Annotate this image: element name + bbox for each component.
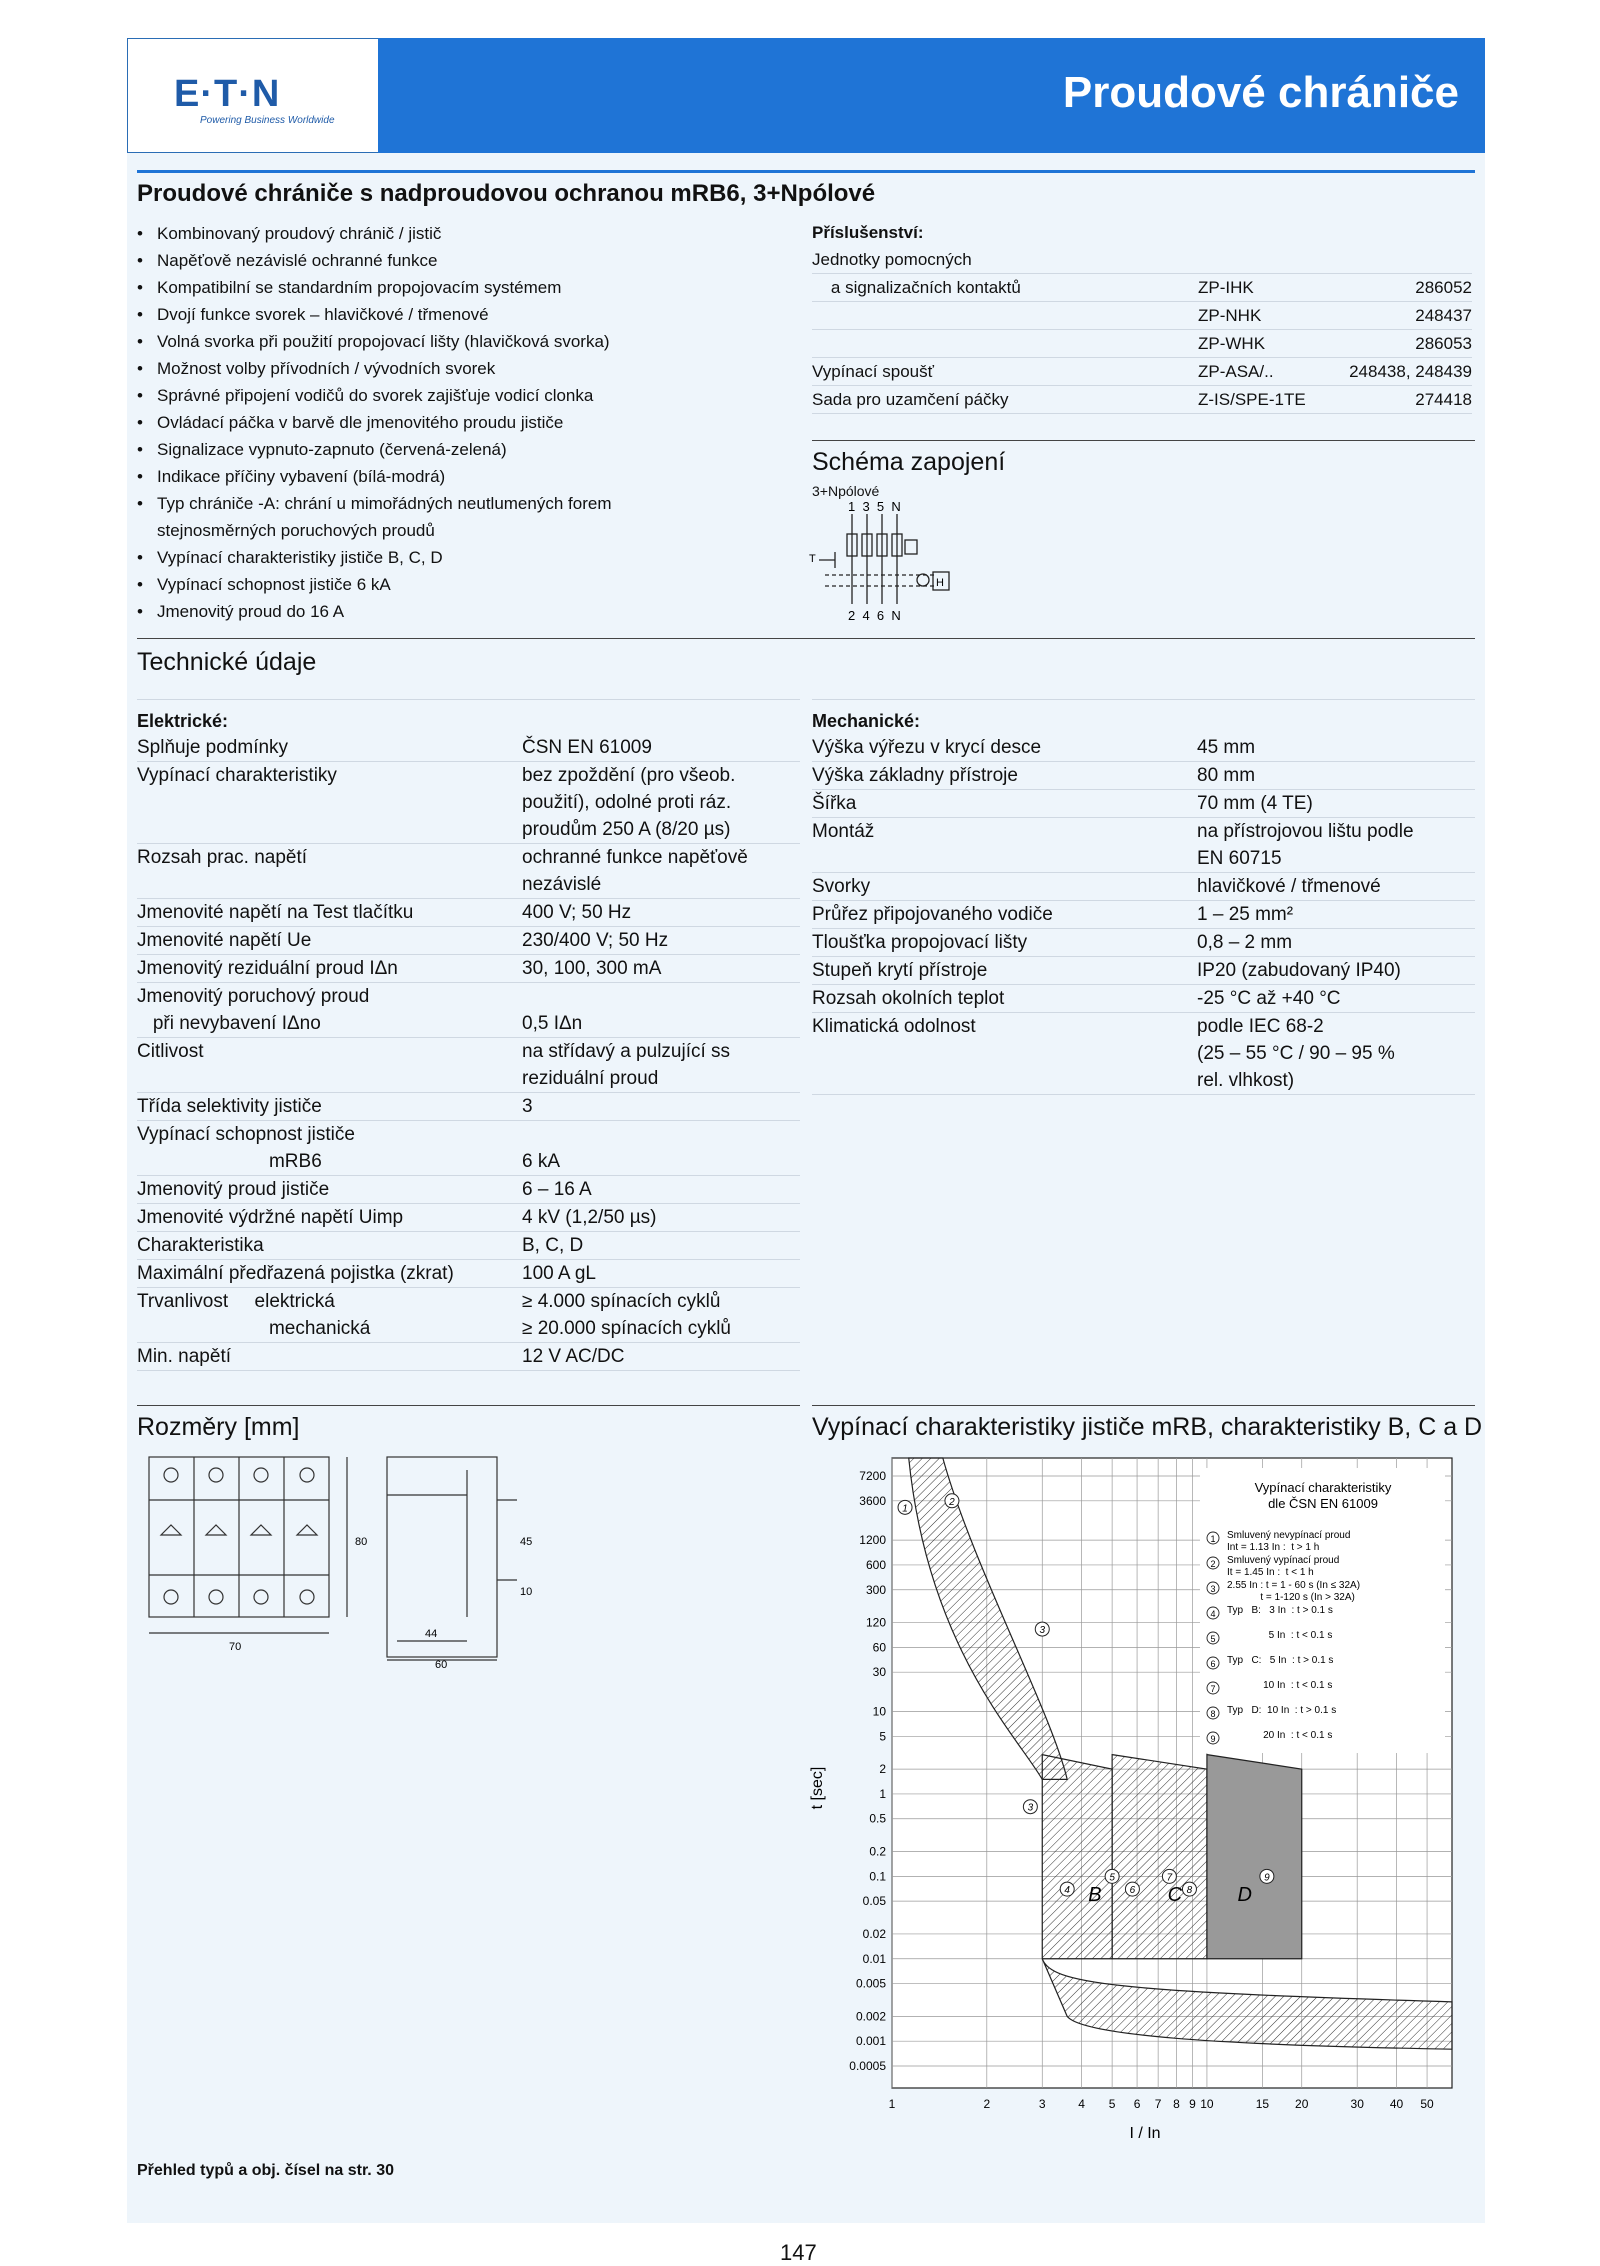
legend-text: t = 1-120 s (In > 32A) [1227,1592,1355,1603]
accessory-row [812,302,1472,330]
electrical-row [137,762,800,844]
spec-label: Rozsah prac. napětí [137,847,308,868]
tech-title: Technické údaje [137,648,317,676]
y-tick-label: 0.02 [862,1926,886,1941]
spec-label: Charakteristika [137,1235,264,1256]
spec-label: Jmenovité napětí Ue [137,930,312,951]
electrical-row [137,1093,800,1121]
x-tick-label: 7 [1154,2097,1162,2111]
spec-label: Stupeň krytí přístroje [812,960,988,981]
legend-number: 6 [1210,1659,1216,1669]
schema-title: Schéma zapojení [812,448,1006,476]
spec-label: Rozsah okolních teplot [812,988,1005,1009]
spec-label: Citlivost [137,1041,204,1062]
x-tick-label: 8 [1173,2097,1180,2111]
feature-item: stejnosměrných poruchových proudů [157,521,435,540]
accessory-number: 248438, 248439 [1349,362,1472,381]
spec-label: Maximální předřazená pojistka (zkrat) [137,1263,454,1284]
spec-value: hlavičkové / třmenové [1197,876,1381,897]
spec-label: Jmenovité výdržné napětí Uimp [137,1207,404,1228]
x-tick-label: 5 [1108,2097,1116,2111]
band-C [1112,1755,1207,1959]
marker-label: 3 [1027,1802,1034,1814]
spec-label: Jmenovitý reziduální proud IΔn [137,958,398,979]
y-tick-label: 0.005 [855,1976,886,1991]
y-tick-label: 0.05 [862,1894,886,1909]
legend-number: 1 [1210,1534,1216,1544]
x-tick-label: 20 [1295,2097,1309,2111]
y-tick-label: 0.5 [869,1811,886,1826]
legend-text: 2.55 In : t = 1 - 60 s (In ≤ 32A) [1227,1580,1361,1591]
y-tick-label: 0.01 [862,1951,886,1966]
mechanical-row [812,762,1475,790]
side-total-dim: 60 [435,1659,448,1670]
feature-list [137,220,797,625]
electrical-row [137,1204,800,1232]
accessory-desc: a signalizačních kontaktů [812,278,1021,297]
spec-label: Montáž [812,821,875,842]
electrical-row [137,1038,800,1093]
curve-label: C [1167,1884,1183,1907]
feature-item: • Signalizace vypnuto-zapnuto (červená-zelená) [137,436,797,463]
accessory-code: ZP-IHK [1198,278,1254,297]
marker-label: 9 [1264,1872,1270,1884]
logo-text: E·T·N [174,73,281,115]
spec-label: Jmenovité napětí na Test tlačítku [137,902,414,923]
spec-label: Výška výřezu v krycí desce [812,737,1042,758]
curve-label: B [1088,1884,1102,1907]
y-tick-label: 2 [879,1762,886,1777]
y-tick-label: 3600 [859,1493,886,1508]
mechanical-row [812,790,1475,818]
spec-value: na střídavý a pulzující ss reziduální proud [522,1041,731,1089]
electrical-table [137,708,800,1371]
legend-number: 4 [1210,1609,1216,1619]
y-tick-label: 7200 [859,1469,886,1483]
chart-x-label: I / In [1129,2125,1161,2142]
dimension-drawing [137,1455,537,1670]
accessory-code: Z-IS/SPE-1TE [1198,390,1306,409]
feature-item: • Vypínací charakteristiky jističe B, C, D [137,544,797,571]
electrical-row [137,955,800,983]
accessory-number: 286052 [1415,278,1472,297]
accessory-row [812,274,1472,302]
side-depth-dim: 44 [425,1628,438,1640]
electrical-row [137,983,800,1038]
spec-value: 400 V; 50 Hz [522,902,632,923]
mechanical-head: Mechanické: [812,711,921,731]
marker-label: 1 [902,1503,908,1515]
accessory-desc: Jednotky pomocných [812,250,972,269]
feature-item: • Ovládací páčka v barvě dle jmenovitého proudu jističe [137,409,797,436]
legend-text: Smluvený vypínací proud [1227,1555,1340,1566]
legend-text: 20 In : t < 0.1 s [1227,1730,1333,1741]
legend-text: 10 In : t < 0.1 s [1227,1680,1333,1691]
spec-label: Klimatická odolnost [812,1016,976,1037]
spec-value: na přístrojovou lištu podle EN 60715 [1197,821,1414,869]
curve-label: D [1237,1884,1252,1907]
spec-value: 70 mm (4 TE) [1197,793,1313,814]
legend-number: 2 [1210,1559,1216,1569]
mechanical-row [812,957,1475,985]
chart-y-label: t [sec] [809,1766,826,1810]
x-tick-label: 2 [983,2097,991,2111]
x-tick-label: 30 [1350,2097,1364,2111]
band-D [1207,1755,1302,1959]
electrical-head: Elektrické: [137,711,229,731]
marker-label: 5 [1109,1872,1115,1884]
mechanical-row [812,985,1475,1013]
feature-item: • Možnost volby přívodních / vývodních svorek [137,355,797,382]
spec-label: Jmenovitý poruchový proud při nevybavení IΔno [137,986,370,1034]
legend-number: 5 [1210,1634,1216,1644]
spec-value: 6 kA [522,1151,561,1172]
y-tick-label: 0.002 [855,2009,886,2024]
y-tick-label: 1200 [859,1533,886,1548]
accessory-row [812,358,1472,386]
marker-label: 7 [1166,1872,1173,1884]
dimensions-title: Rozměry [mm] [137,1413,300,1441]
spec-label: Vypínací charakteristiky [137,765,337,786]
electrical-row [137,1176,800,1204]
footer-note: Přehled typů a obj. čísel na str. 30 [137,2162,394,2179]
y-tick-label: 120 [865,1615,886,1630]
legend-text: Typ D: 10 In : t > 0.1 s [1227,1705,1337,1716]
accessory-code: ZP-NHK [1198,306,1262,325]
y-tick-label: 0.2 [869,1844,886,1859]
feature-item: • Správné připojení vodičů do svorek zajišťuje vodicí clonka [137,382,797,409]
logo [127,38,379,153]
legend-number: 8 [1210,1709,1216,1719]
legend-text: Smluvený nevypínací proud [1227,1530,1351,1541]
x-tick-label: 4 [1078,2097,1085,2111]
tripping-chart [805,1448,1475,2148]
feature-item: • Typ chrániče -A: chrání u mimořádných neutlumených forem [137,490,797,517]
feature-item: • Indikace příčiny vybavení (bílá-modrá) [137,463,797,490]
spec-value: ČSN EN 61009 [522,737,652,758]
legend-text: It = 1.45 In : t < 1 h [1227,1567,1314,1578]
legend-number: 7 [1210,1684,1216,1694]
spec-label: Jmenovitý proud jističe [137,1179,330,1200]
accessory-code: ZP-ASA/.. [1198,362,1274,381]
spec-value: 1 – 25 mm² [1197,904,1294,925]
x-tick-label: 50 [1420,2097,1434,2111]
electrical-row [137,1260,800,1288]
spec-label: Vypínací schopnost jističe mRB6 [137,1124,355,1172]
page-title: Proudové chrániče [1062,68,1459,117]
divider [812,699,1475,700]
front-height-dim: 80 [355,1536,368,1548]
feature-item: • Vypínací schopnost jističe 6 kA [137,571,797,598]
logo-tagline: Powering Business Worldwide [200,115,335,126]
accessory-row [812,386,1472,414]
legend-number: 9 [1210,1734,1216,1744]
divider [137,638,1475,639]
spec-value: bez zpoždění (pro všeob. použití), odolné proti ráz. proudům 250 A (8/20 µs) [522,765,736,840]
electrical-row [137,734,800,762]
x-tick-label: 6 [1133,2097,1141,2111]
marker-label: 6 [1129,1885,1136,1897]
spec-value: 3 [522,1096,533,1117]
mechanical-row [812,1013,1475,1095]
wiring-diagram [805,500,975,625]
mechanical-row [812,818,1475,873]
marker-label: 2 [949,1496,955,1508]
page-number: 147 [780,2240,817,2265]
schema-label: 3+Npólové [812,483,880,499]
legend-number: 3 [1210,1584,1216,1594]
spec-label: Trvanlivost elektrická mechanická [137,1291,371,1339]
spec-label: Tloušťka propojovací lišty [812,932,1028,953]
x-tick-label: 9 [1189,2097,1196,2111]
x-tick-label: 1 [888,2097,896,2111]
feature-item: • Kombinovaný proudový chránič / jistič [137,220,797,247]
electrical-row [137,1343,800,1371]
mechanical-table [812,708,1475,1095]
spec-value: 100 A gL [522,1263,596,1284]
y-tick-label: 0.1 [869,1869,886,1884]
electrical-row [137,844,800,899]
marker-label: 4 [1064,1885,1070,1897]
spec-label: Třída selektivity jističe [137,1096,322,1117]
spec-label: Min. napětí [137,1346,231,1367]
x-tick-label: 40 [1389,2097,1404,2111]
legend-text: Int = 1.13 In : t > 1 h [1227,1542,1320,1553]
y-tick-label: 10 [872,1704,886,1719]
legend-title: dle ČSN EN 61009 [1268,1496,1378,1511]
divider [812,440,1475,441]
spec-value: -25 °C až +40 °C [1197,988,1341,1009]
schema-top-terminals: 1 3 5 N [848,500,901,514]
x-tick-label: 10 [1200,2097,1214,2111]
spec-value: 4 kV (1,2/50 µs) [522,1207,657,1228]
legend-text: Typ C: 5 In : t > 0.1 s [1227,1655,1334,1666]
schema-h-label: H [936,577,944,589]
feature-item: • Volná svorka při použití propojovací lišty (hlavičková svorka) [137,328,797,355]
mechanical-row [812,901,1475,929]
marker-label: 3 [1039,1625,1046,1637]
accessory-code: ZP-WHK [1198,334,1266,353]
accessory-number: 248437 [1415,306,1472,325]
spec-value: IP20 (zabudovaný IP40) [1197,960,1401,981]
spec-label: Šířka [812,793,857,814]
spec-value: 12 V AC/DC [522,1346,625,1367]
spec-value: 6 – 16 A [522,1179,592,1200]
y-tick-label: 1 [879,1786,886,1801]
spec-value: ≥ 4.000 spínacích cyklů ≥ 20.000 spínacích cyklů [522,1291,731,1339]
legend-text: Typ B: 3 In : t > 0.1 s [1227,1605,1333,1616]
electrical-row [137,1288,800,1343]
spec-value: 230/400 V; 50 Hz [522,930,669,951]
accessory-number: 274418 [1415,390,1472,409]
accessory-desc: Vypínací spoušť [812,362,934,381]
mechanical-row [812,873,1475,901]
spec-value: 80 mm [1197,765,1256,786]
side-small-dim: 10 [520,1586,533,1598]
divider [812,1405,1475,1406]
header [127,38,1485,153]
spec-value: 45 mm [1197,737,1256,758]
feature-item: • Kompatibilní se standardním propojovacím systémem [137,274,797,301]
feature-item: • Jmenovitý proud do 16 A [137,598,797,625]
section-title: Proudové chrániče s nadproudovou ochranou mRB6, 3+Npólové [137,180,876,207]
spec-value: ochranné funkce napěťově nezávislé [522,847,748,895]
schema-t-label: T [809,553,816,565]
spec-value: podle IEC 68-2 (25 – 55 °C / 90 – 95 % rel. vlhkost) [1197,1016,1395,1091]
accessories [812,220,1472,414]
accessory-number: 286053 [1415,334,1472,353]
legend-title: Vypínací charakteristiky [1254,1480,1392,1495]
mechanical-row [812,929,1475,957]
side-cut-dim: 45 [520,1536,533,1548]
marker-label: 8 [1186,1885,1193,1897]
y-tick-label: 300 [865,1582,886,1597]
y-tick-label: 60 [872,1640,886,1655]
feature-item: • Napěťově nezávislé ochranné funkce [137,247,797,274]
accessory-row [812,246,1472,274]
accessory-desc: Sada pro uzamčení páčky [812,390,1009,409]
electrical-row [137,927,800,955]
y-tick-label: 30 [872,1665,886,1680]
feature-item: • Dvojí funkce svorek – hlavičkové / třmenové [137,301,797,328]
y-tick-label: 600 [865,1557,886,1572]
blue-divider [137,170,1475,173]
spec-label: Průřez připojovaného vodiče [812,904,1053,925]
mechanical-row [812,734,1475,762]
spec-value: 0,8 – 2 mm [1197,932,1293,953]
y-tick-label: 0.0005 [849,2059,886,2073]
spec-label: Svorky [812,876,871,897]
x-tick-label: 15 [1255,2097,1270,2111]
title-bar [378,38,1485,153]
y-tick-label: 5 [879,1729,886,1744]
spec-label: Splňuje podmínky [137,737,289,758]
legend-text: 5 In : t < 0.1 s [1227,1630,1333,1641]
spec-label: Výška základny přístroje [812,765,1018,786]
spec-value: 30, 100, 300 mA [522,958,662,979]
spec-value: B, C, D [522,1235,584,1256]
divider [137,699,800,700]
y-tick-label: 0.001 [855,2034,886,2049]
electrical-row [137,899,800,927]
electrical-row [137,1121,800,1176]
electrical-row [137,1232,800,1260]
schema-bottom-terminals: 2 4 6 N [848,608,901,623]
band-B [1042,1755,1112,1959]
x-tick-label: 3 [1038,2097,1046,2111]
divider [137,1405,800,1406]
spec-value: 0,5 IΔn [522,1013,583,1034]
front-width-dim: 70 [229,1641,242,1653]
accessories-title: Příslušenství: [812,223,924,242]
accessory-row [812,330,1472,358]
chart-title: Vypínací charakteristiky jističe mRB, charakteristiky B, C a D [812,1413,1483,1441]
